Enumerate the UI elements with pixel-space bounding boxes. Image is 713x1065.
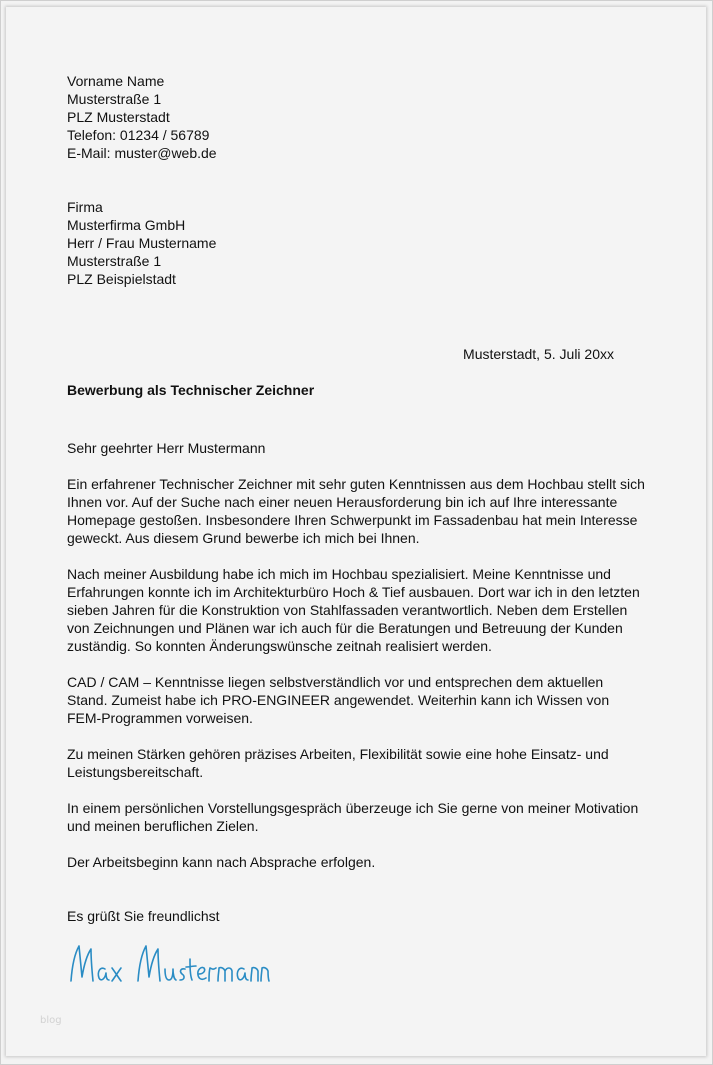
body-paragraph: Nach meiner Ausbildung habe ich mich im Hochbau spezialisiert. Meine Kenntnisse und Erfahrungen konnte ich im Architekturbüro Hoch & Tief ausbauen. Dort war ich in den letzten sieben Jahren für die Konstruktion von Stahlfassaden verantwortlich. Neben dem Erstellen von Zeichnungen und Plänen war ich auch für die Beratungen und Betreuung der Kunden zuständig. So konnten Änderungswünsche zeitnah realisiert werden. (67, 566, 640, 654)
date-line: Musterstadt, 5. Juli 20xx (463, 346, 614, 362)
letter-page (6, 7, 706, 1056)
closing: Es grüßt Sie freundlichst (67, 908, 220, 924)
sender-address (67, 72, 217, 162)
recipient-address (67, 198, 216, 288)
body-paragraph: Ein erfahrener Technischer Zeichner mit sehr guten Kenntnissen aus dem Hochbau stellt sich Ihnen vor. Auf der Suche nach einer neuen Herausforderung bin ich auf Ihre interessante Homepage gestoßen. Insbesondere Ihren Schwerpunkt im Fassadenbau hat mein Interesse geweckt. Aus diesem Grund bewerbe ich mich bei Ihnen. (67, 476, 645, 546)
sender-street: Musterstraße 1 (67, 91, 162, 107)
sender-city: PLZ Musterstadt (67, 109, 170, 125)
sender-email: E-Mail: muster@web.de (67, 145, 217, 161)
recipient-contact: Herr / Frau Mustername (67, 235, 217, 251)
body-paragraph: Der Arbeitsbeginn kann nach Absprache erfolgen. (67, 854, 376, 870)
sender-name: Vorname Name (67, 73, 165, 89)
body-paragraph: CAD / CAM – Kenntnisse liegen selbstverständlich vor und entsprechen dem aktuellen Stand. Zumeist habe ich PRO-ENGINEER angewendet. Weiterhin kann ich Wissen von FEM-Programmen vorweisen. (67, 674, 610, 726)
subject-line: Bewerbung als Technischer Zeichner (67, 382, 315, 398)
body-paragraph: In einem persönlichen Vorstellungsgespräch überzeuge ich Sie gerne von meiner Motivation und meinen beruflichen Zielen. (67, 800, 639, 834)
recipient-city: PLZ Beispielstadt (67, 271, 176, 287)
signature (66, 937, 276, 987)
salutation: Sehr geehrter Herr Mustermann (67, 440, 266, 456)
recipient-company-label: Firma (67, 199, 103, 215)
recipient-company: Musterfirma GmbH (67, 217, 186, 233)
watermark: blog (40, 1015, 62, 1026)
recipient-street: Musterstraße 1 (67, 253, 162, 269)
body-paragraph: Zu meinen Stärken gehören präzises Arbeiten, Flexibilität sowie eine hohe Einsatz- und Leistungsbereitschaft. (67, 746, 609, 780)
sender-phone: Telefon: 01234 / 56789 (67, 127, 210, 143)
